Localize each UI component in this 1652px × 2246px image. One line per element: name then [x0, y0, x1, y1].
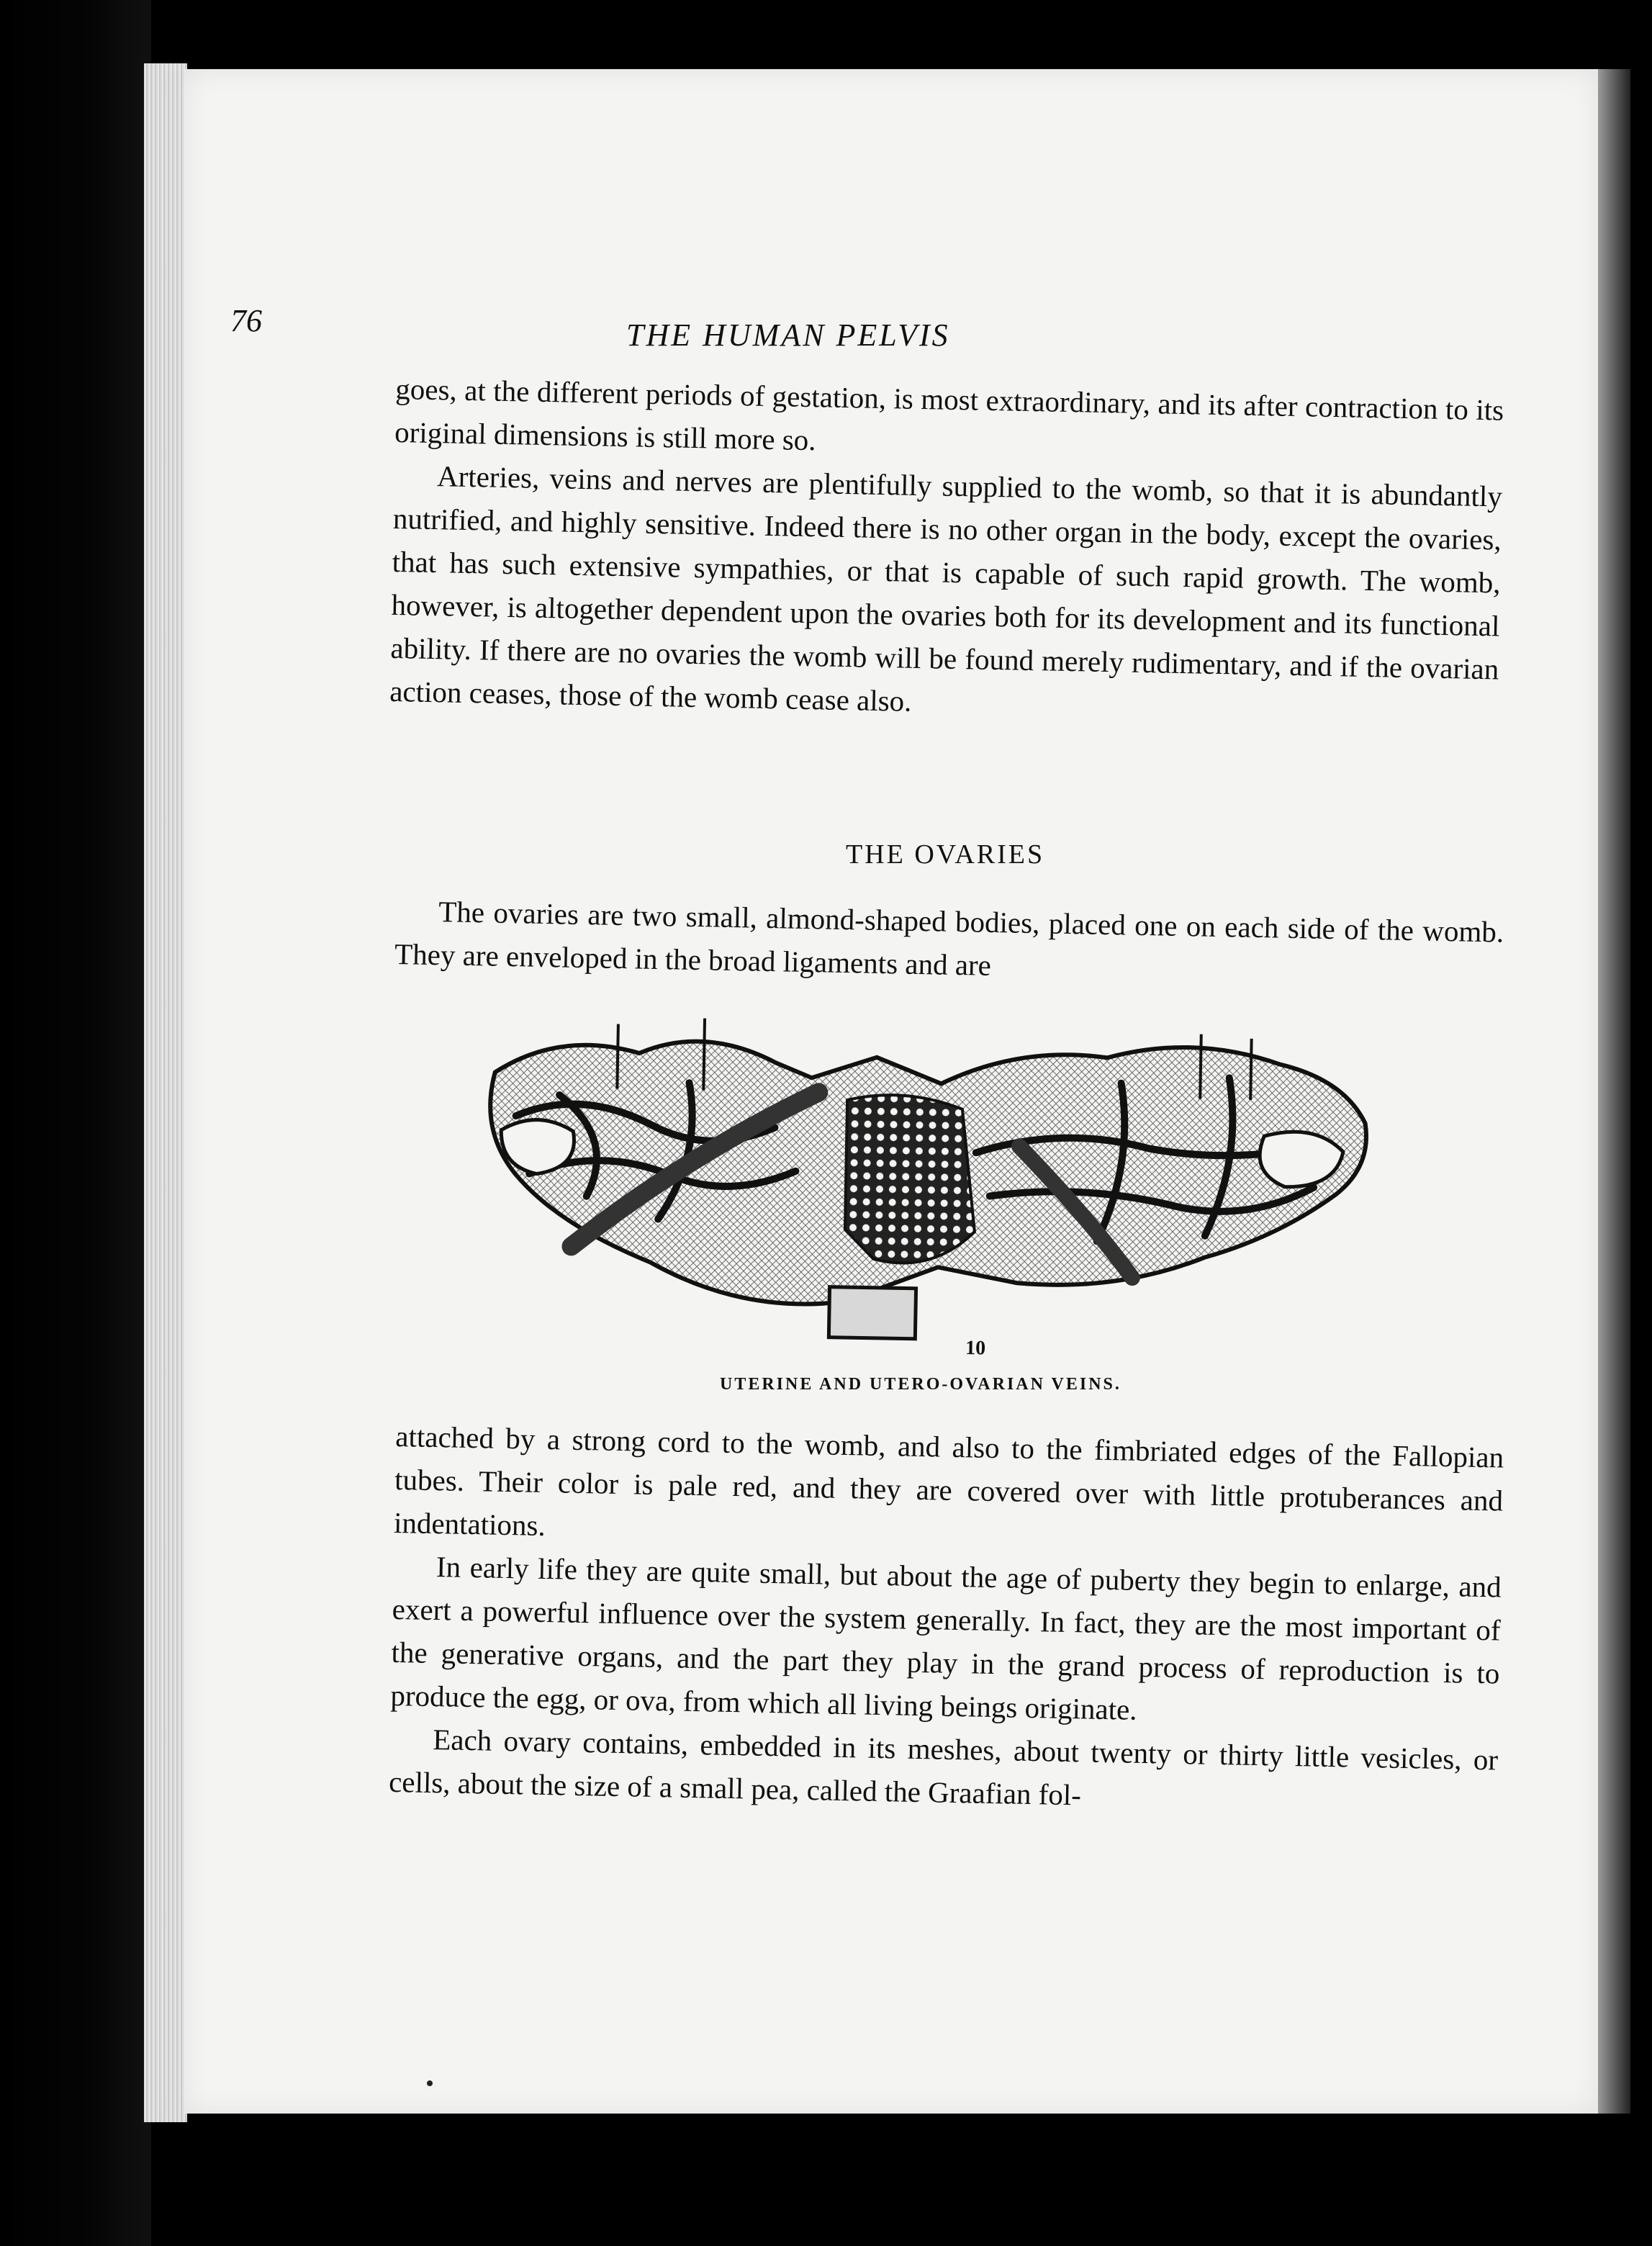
running-head: THE HUMAN PELVIS [626, 317, 950, 353]
paragraph: goes, at the different periods of gestation, is most extraordinary, and its after contraction to its original dimensions is still more so. [394, 371, 1504, 457]
figure-caption: UTERINE AND UTERO-OVARIAN VEINS. [720, 1375, 1121, 1394]
vein-engraving [469, 1007, 1381, 1368]
paragraph: In early life they are quite small, but about the age of puberty they begin to enlarge, and exert a powerful influence over the system generally. In fact, they are the most important of the generative organs, and the part they play in the grand process of reproduction is to produce the egg, or ova, from which all living beings originate. [390, 1550, 1502, 1726]
text-block-top [389, 367, 1504, 734]
paragraph: Each ovary contains, embedded in its meshes, about twenty or thirty little vesicles, or cells, about the size of a small pea, called the Graafian fol- [388, 1723, 1499, 1812]
pin-marker [1250, 1039, 1251, 1100]
page-header [230, 295, 1296, 360]
ink-speck [427, 2080, 433, 2086]
page-stack-edge [144, 63, 187, 2122]
scan-border-left [0, 0, 151, 2246]
paragraph: The ovaries are two small, almond-shaped bodies, placed one on each side of the womb. They are enveloped in the broad ligaments and are [394, 895, 1504, 982]
text-block-bottom [389, 1415, 1504, 1824]
anatomical-illustration [469, 1007, 1381, 1368]
pin-marker [617, 1024, 618, 1089]
section-heading: THE OVARIES [846, 839, 1045, 870]
paragraph: Arteries, veins and nerves are plentifully supplied to the womb, so that it is abundantly nutrified, and highly sensitive. Indeed there is no other organ in the body, except the ovaries, that has such extensive sympathies, or that is capable of such rapid growth. The womb, however, is altogether dependent upon the ovaries both for its development and its functional ability. If there are no ovaries the womb will be found merely rudimentary, and if the ovarian action ceases, those of the womb cease also. [389, 459, 1503, 718]
pin-marker [703, 1019, 705, 1091]
uterus-body [844, 1094, 977, 1264]
paragraph: attached by a strong cord to the womb, and also to the fimbriated edges of the Fallopian tubes. Their color is pale red, and they are covered over with little protuberances and indentations. [393, 1419, 1504, 1543]
figure-label: 10 [965, 1337, 986, 1360]
book-gutter [1598, 69, 1630, 2114]
page-number: 76 [230, 303, 262, 338]
pin-marker [1200, 1034, 1201, 1099]
cervix-cylinder [829, 1287, 916, 1339]
